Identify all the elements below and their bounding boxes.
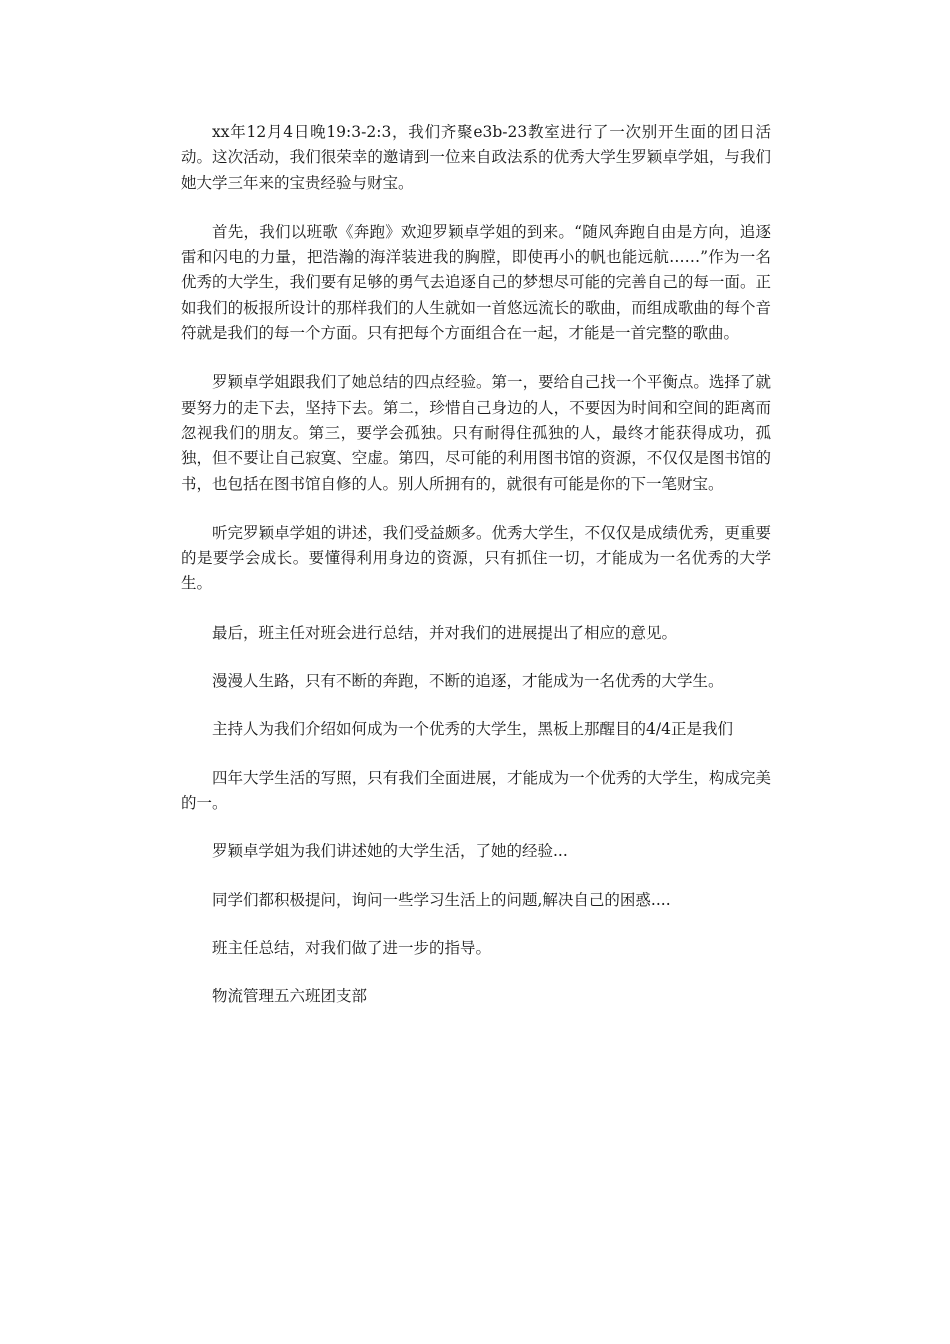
paragraph-life-road: 漫漫人生路，只有不断的奔跑，不断的追逐，才能成为一名优秀的大学生。 xyxy=(212,672,724,691)
document-body xyxy=(181,120,771,1032)
paragraph-questions: 同学们都积极提问，询问一些学习生活上的问题,解决自己的困惑.... xyxy=(212,890,671,909)
paragraph-host-intro: 主持人为我们介绍如何成为一个优秀的大学生，黑板上那醒目的4/4正是我们 xyxy=(212,720,733,739)
paragraph-four-years: 四年大学生活的写照，只有我们全面进展，才能成为一个优秀的大学生，构成完美的一。 xyxy=(181,768,771,812)
paragraph-guidance: 班主任总结，对我们做了进一步的指导。 xyxy=(212,938,492,957)
paragraph-teacher-summary: 最后，班主任对班会进行总结，并对我们的进展提出了相应的意见。 xyxy=(212,623,678,642)
paragraph-senior-life: 罗颖卓学姐为我们讲述她的大学生活，了她的经验... xyxy=(212,842,568,861)
paragraph-benefits: 听完罗颖卓学姐的讲述，我们受益颇多。优秀大学生，不仅仅是成绩优秀，更重要的是要学会成长。要懂得利用身边的资源，只有抓住一切，才能成为一名优秀的大学生。 xyxy=(181,523,771,593)
paragraph-class-song: 首先，我们以班歌《奔跑》欢迎罗颖卓学姐的到来。“随风奔跑自由是方向，追逐雷和闪电的力量，把浩瀚的海洋装进我的胸膛，即使再小的帆也能远航……”作为一名优秀的大学生，我们要有足够的勇气去追逐自己的梦想尽可能的完善自己的每一面。正如我们的板报所设计的那样我们的人生就如一首悠远流长的歌曲，而组成歌曲的每个音符就是我们的每一个方面。只有把每个方面组合在一起，才能是一首完整的歌曲。 xyxy=(181,222,771,343)
paragraph-intro: xx年12月4日晚19:3-2:3，我们齐聚e3b-23教室进行了一次别开生面的团日活动。这次活动，我们很荣幸的邀请到一位来自政法系的优秀大学生罗颖卓学姐，与我们她大学三年来的宝贵经验与财宝。 xyxy=(181,123,771,192)
signature-branch: 物流管理五六班团支部 xyxy=(212,987,368,1006)
paragraph-four-experiences: 罗颖卓学姐跟我们了她总结的四点经验。第一，要给自己找一个平衡点。选择了就要努力的走下去，坚持下去。第二，珍惜自己身边的人，不要因为时间和空间的距离而忽视我们的朋友。第三，要学会孤独。只有耐得住孤独的人，最终才能获得成功，孤独，但不要让自己寂寞、空虚。第四，尽可能的利用图书馆的资源，不仅仅是图书馆的书，也包括在图书馆自修的人。别人所拥有的，就很有可能是你的下一笔财宝。 xyxy=(181,373,771,493)
